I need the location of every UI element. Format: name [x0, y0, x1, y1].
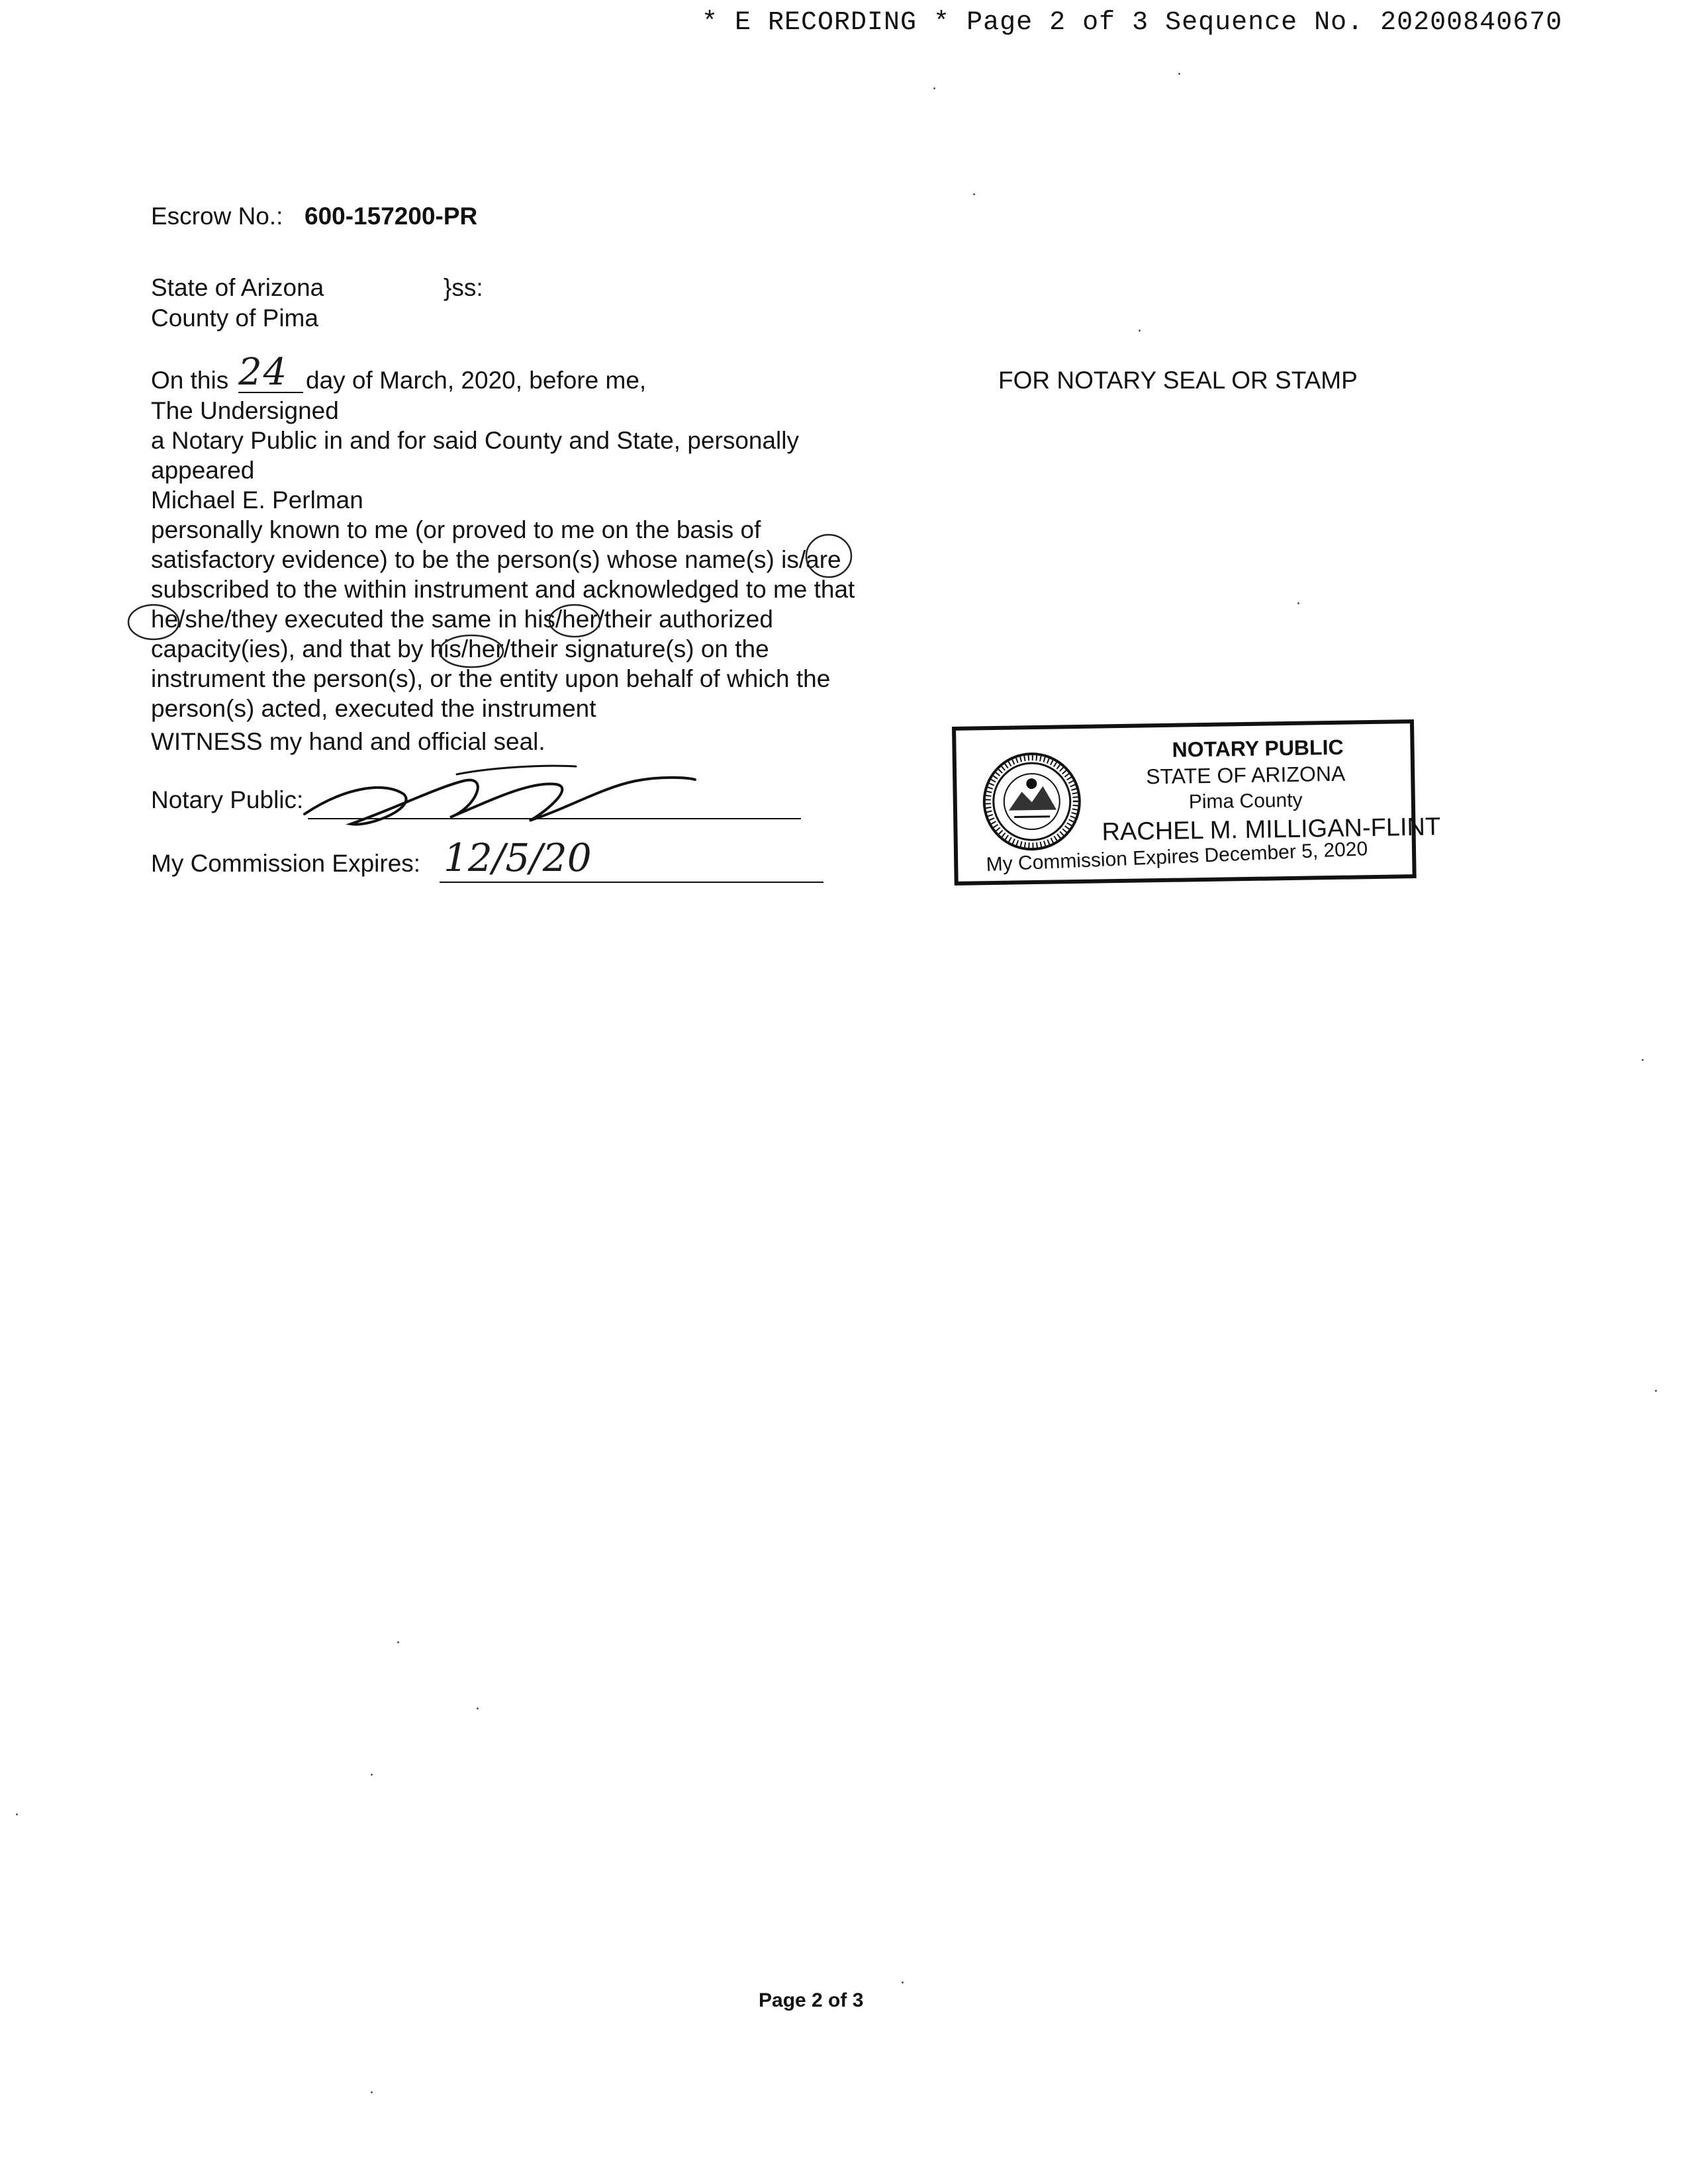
handwritten-commission-date: 12/5/20 — [444, 835, 592, 880]
scan-speck — [16, 1813, 18, 1815]
stamp-county: Pima County — [1188, 789, 1303, 813]
page-footer: Page 2 of 3 — [759, 1989, 864, 2011]
scan-speck — [973, 193, 975, 195]
escrow-number: 600-157200-PR — [305, 203, 478, 230]
stamp-title: NOTARY PUBLIC — [1172, 735, 1344, 762]
scan-speck — [371, 1774, 373, 1776]
scan-speck — [933, 87, 935, 89]
venue-ss: }ss: — [444, 274, 483, 301]
notary-stamp — [952, 719, 1441, 886]
ack-line: satisfactory evidence) to be the person(s) whose name(s) is/are — [151, 546, 841, 573]
ack-date-rest: day of March, 2020, before me, — [306, 367, 647, 394]
scan-speck — [1297, 602, 1299, 604]
venue-county: County of Pima — [151, 304, 318, 332]
ack-line: appeared — [151, 457, 255, 484]
scan-speck — [902, 1981, 904, 1983]
ack-line: capacity(ies), and that by his/her/their signature(s) on the — [151, 635, 769, 662]
handwritten-day: 24 — [238, 351, 289, 394]
scan-speck — [1178, 73, 1180, 75]
scan-speck — [1139, 330, 1141, 332]
ack-line: a Notary Public in and for said County and State, personally — [151, 427, 800, 454]
scan-speck — [397, 1641, 399, 1643]
ack-line-signer: Michael E. Perlman — [151, 486, 363, 514]
notary-signature — [291, 761, 702, 841]
scan-speck — [1655, 1390, 1657, 1392]
state-seal-icon — [982, 751, 1082, 852]
ack-line: personally known to me (or proved to me on the basis of — [151, 516, 761, 543]
scan-speck — [371, 2091, 373, 2093]
notary-public-label: Notary Public: — [151, 786, 304, 813]
commission-label: My Commission Expires: — [151, 850, 421, 877]
stamp-commission: My Commission Expires December 5, 2020 — [986, 838, 1368, 876]
ack-line: subscribed to the within instrument and acknowledged to me that — [151, 576, 855, 603]
scan-speck — [1642, 1059, 1644, 1061]
scan-speck — [477, 1707, 479, 1709]
venue-state: State of Arizona — [151, 274, 324, 301]
ack-line: he/she/they executed the same in his/her/their authorized — [151, 606, 773, 633]
stamp-notary-name: RACHEL M. MILLIGAN-FLINT — [1102, 813, 1441, 846]
escrow-label: Escrow No.: — [151, 203, 283, 230]
commission-date-line — [440, 882, 823, 883]
ack-line: person(s) acted, executed the instrument — [151, 695, 596, 722]
recording-header: * E RECORDING * Page 2 of 3 Sequence No. 20200840670 — [702, 8, 1563, 38]
witness-line: WITNESS my hand and official seal. — [151, 728, 545, 755]
acknowledgment-body — [151, 396, 855, 723]
ack-on-this: On this — [151, 367, 229, 394]
day-underline — [238, 392, 303, 393]
stamp-state: STATE OF ARIZONA — [1145, 761, 1346, 789]
ack-line: instrument the person(s), or the entity upon behalf of which the — [151, 665, 831, 692]
notary-seal-heading: FOR NOTARY SEAL OR STAMP — [998, 367, 1358, 394]
ack-line: The Undersigned — [151, 397, 339, 424]
